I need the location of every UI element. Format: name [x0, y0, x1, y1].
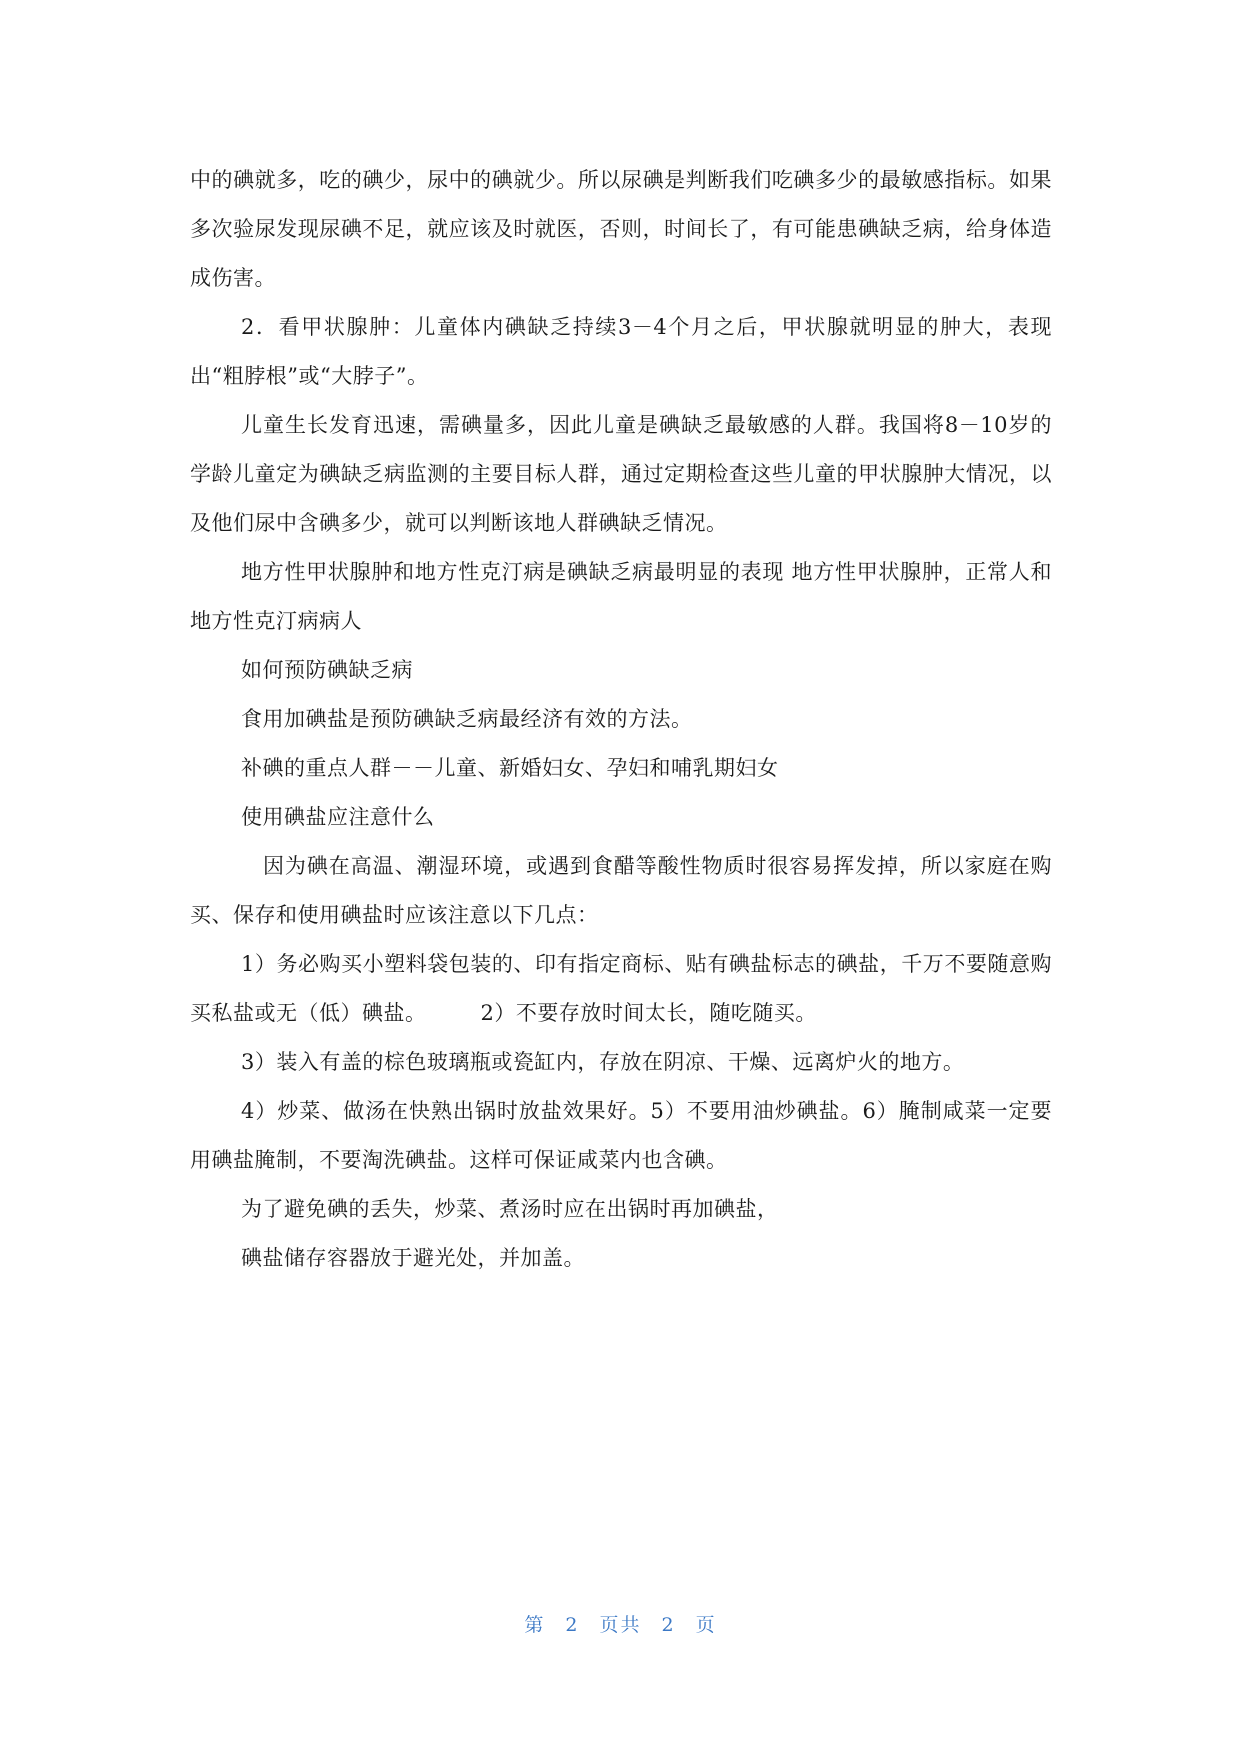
- footer-total-pages: 2: [661, 1614, 676, 1636]
- paragraph-thyroid-check: 2．看甲状腺肿：儿童体内碘缺乏持续3－4个月之后，甲状腺就明显的肿大，表现出“粗脖根”或“大脖子”。: [190, 315, 1052, 388]
- heading-prevention: 如何预防碘缺乏病: [241, 658, 413, 682]
- paragraph-children-sensitive: 儿童生长发育迅速，需碘量多，因此儿童是碘缺乏最敏感的人群。我国将8－10岁的学龄儿童定为碘缺乏病监测的主要目标人群，通过定期检查这些儿童的甲状腺肿大情况，以及他们尿中含碘多少，就可以判断该地人群碘缺乏情况。: [190, 413, 1052, 535]
- list-item-storage: 3）装入有盖的棕色玻璃瓶或瓷缸内，存放在阴凉、干燥、远离炉火的地方。: [241, 1050, 965, 1074]
- footer-suffix: 页: [695, 1614, 717, 1636]
- paragraph-avoid-loss: 为了避免碘的丢失，炒菜、煮汤时应在出锅时再加碘盐，: [241, 1197, 779, 1221]
- footer-current-page: 2: [565, 1614, 580, 1636]
- paragraph-volatility: 因为碘在高温、潮湿环境，或遇到食醋等酸性物质时很容易挥发掉，所以家庭在购买、保存和使用碘盐时应该注意以下几点：: [190, 854, 1052, 927]
- paragraph-endemic-goiter: 地方性甲状腺肿和地方性克汀病是碘缺乏病最明显的表现 地方性甲状腺肿，正常人和地方性克汀病病人: [190, 560, 1052, 633]
- paragraph-container: 碘盐储存容器放于避光处，并加盖。: [241, 1246, 585, 1270]
- footer-middle: 页共: [599, 1614, 642, 1636]
- list-item-purchase: 1）务必购买小塑料袋包装的、印有指定商标、贴有碘盐标志的碘盐，千万不要随意购买私盐或无（低）碘盐。 2）不要存放时间太长，随吃随买。: [190, 952, 1052, 1025]
- paragraph-urine-iodine: 中的碘就多，吃的碘少，尿中的碘就少。所以尿碘是判断我们吃碘多少的最敏感指标。如果多次验尿发现尿碘不足，就应该及时就医，否则，时间长了，有可能患碘缺乏病，给身体造成伤害。: [190, 168, 1052, 290]
- paragraph-iodized-salt: 食用加碘盐是预防碘缺乏病最经济有效的方法。: [241, 707, 693, 731]
- heading-usage-notes: 使用碘盐应注意什么: [241, 805, 435, 829]
- list-item-cooking: 4）炒菜、做汤在快熟出锅时放盐效果好。5）不要用油炒碘盐。6）腌制咸菜一定要用碘盐腌制，不要淘洗碘盐。这样可保证咸菜内也含碘。: [190, 1099, 1052, 1172]
- footer-prefix: 第: [524, 1614, 546, 1636]
- paragraph-key-groups: 补碘的重点人群－－儿童、新婚妇女、孕妇和哺乳期妇女: [241, 756, 779, 780]
- document-body: [190, 156, 1052, 1283]
- page-footer: [0, 1610, 1241, 1637]
